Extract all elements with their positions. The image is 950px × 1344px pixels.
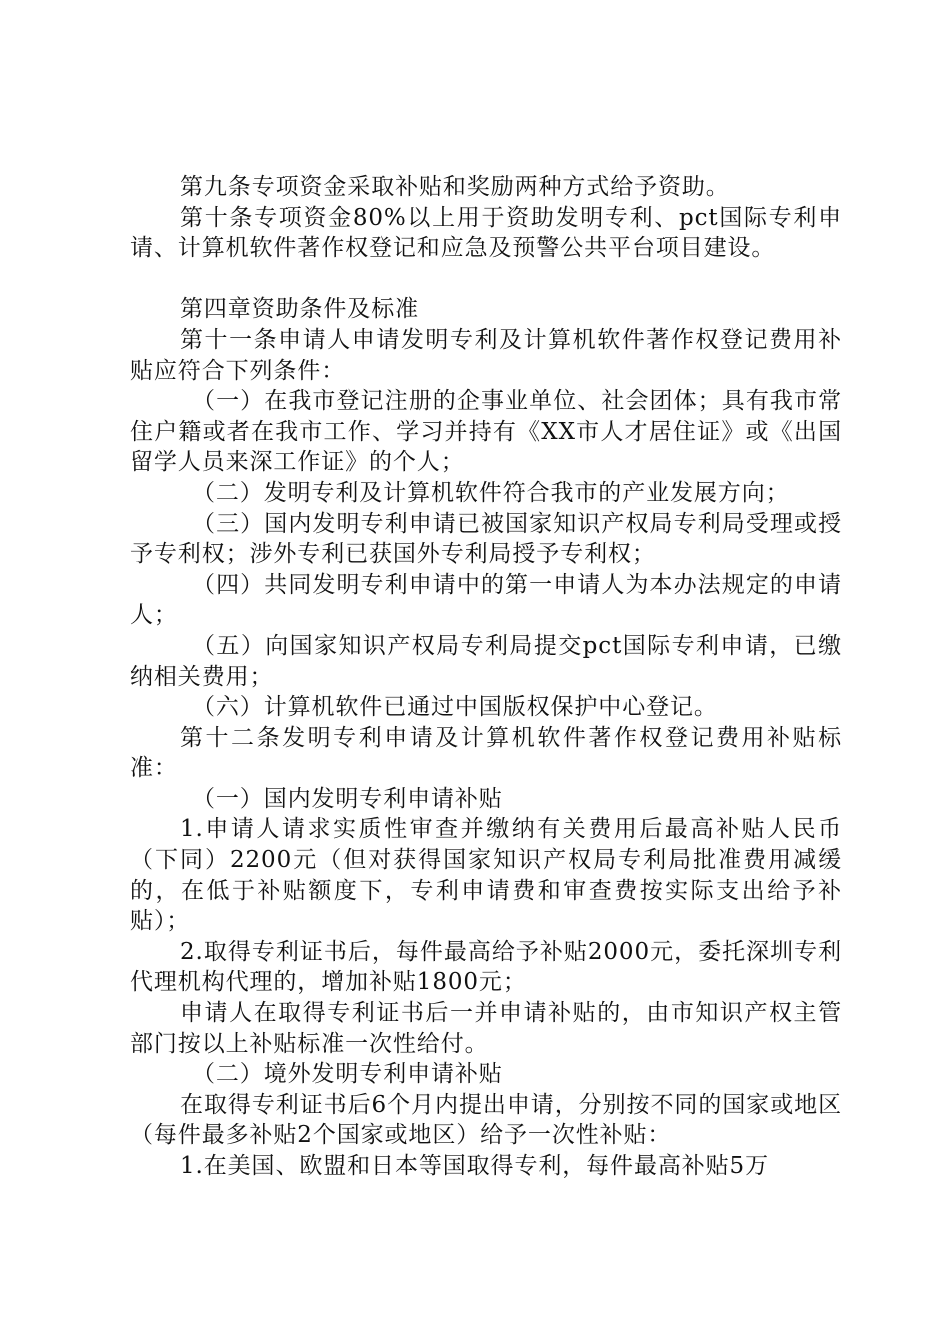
domestic-item-2-paragraph: 2.取得专利证书后，每件最高给予补贴2000元，委托深圳专利代理机构代理的，增加补贴1800元； — [130, 938, 842, 996]
condition-5-paragraph: （五）向国家知识产权局专利局提交pct国际专利申请，已缴纳相关费用； — [130, 632, 842, 690]
overseas-intro-paragraph: 在取得专利证书后6个月内提出申请，分别按不同的国家或地区（每件最多补贴2个国家或地区）给予一次性补贴： — [130, 1091, 842, 1149]
article-10-paragraph: 第十条专项资金80%以上用于资助发明专利、pct国际专利申请、计算机软件著作权登记和应急及预警公共平台项目建设。 — [130, 204, 842, 262]
overseas-subsidy-heading: （二）境外发明专利申请补贴 — [192, 1061, 503, 1088]
article-11-paragraph: 第十一条申请人申请发明专利及计算机软件著作权登记费用补贴应符合下列条件： — [130, 326, 842, 384]
chapter-4-heading: 第四章资助条件及标准 — [180, 296, 419, 323]
condition-2-paragraph: （二）发明专利及计算机软件符合我市的产业发展方向； — [192, 479, 790, 506]
overseas-item-1-paragraph: 1.在美国、欧盟和日本等国取得专利，每件最高补贴5万 — [180, 1153, 769, 1179]
condition-3-paragraph: （三）国内发明专利申请已被国家知识产权局专利局受理或授予专利权；涉外专利已获国外专利局授予专利权； — [130, 510, 842, 568]
article-9-paragraph: 第九条专项资金采取补贴和奖励两种方式给予资助。 — [180, 174, 730, 200]
document-body — [130, 172, 842, 1182]
one-time-payment-paragraph: 申请人在取得专利证书后一并申请补贴的，由市知识产权主管部门按以上补贴标准一次性给付。 — [130, 1000, 842, 1057]
condition-6-paragraph: （六）计算机软件已通过中国版权保护中心登记。 — [192, 694, 718, 721]
condition-4-paragraph: （四）共同发明专利申请中的第一申请人为本办法规定的申请人； — [130, 571, 842, 629]
domestic-item-1-paragraph: 1.申请人请求实质性审查并缴纳有关费用后最高补贴人民币（下同）2200元（但对获得国家知识产权局专利局批准费用减缓的，在低于补贴额度下，专利申请费和审查费按实际支出给予补贴）； — [130, 816, 842, 935]
blank-line — [130, 264, 842, 295]
domestic-subsidy-heading: （一）国内发明专利申请补贴 — [192, 785, 503, 812]
article-12-paragraph: 第十二条发明专利申请及计算机软件著作权登记费用补贴标准： — [130, 724, 842, 782]
condition-1-paragraph: （一）在我市登记注册的企事业单位、社会团体；具有我市常住户籍或者在我市工作、学习并持有《XX市人才居住证》或《出国留学人员来深工作证》的个人； — [130, 388, 842, 476]
